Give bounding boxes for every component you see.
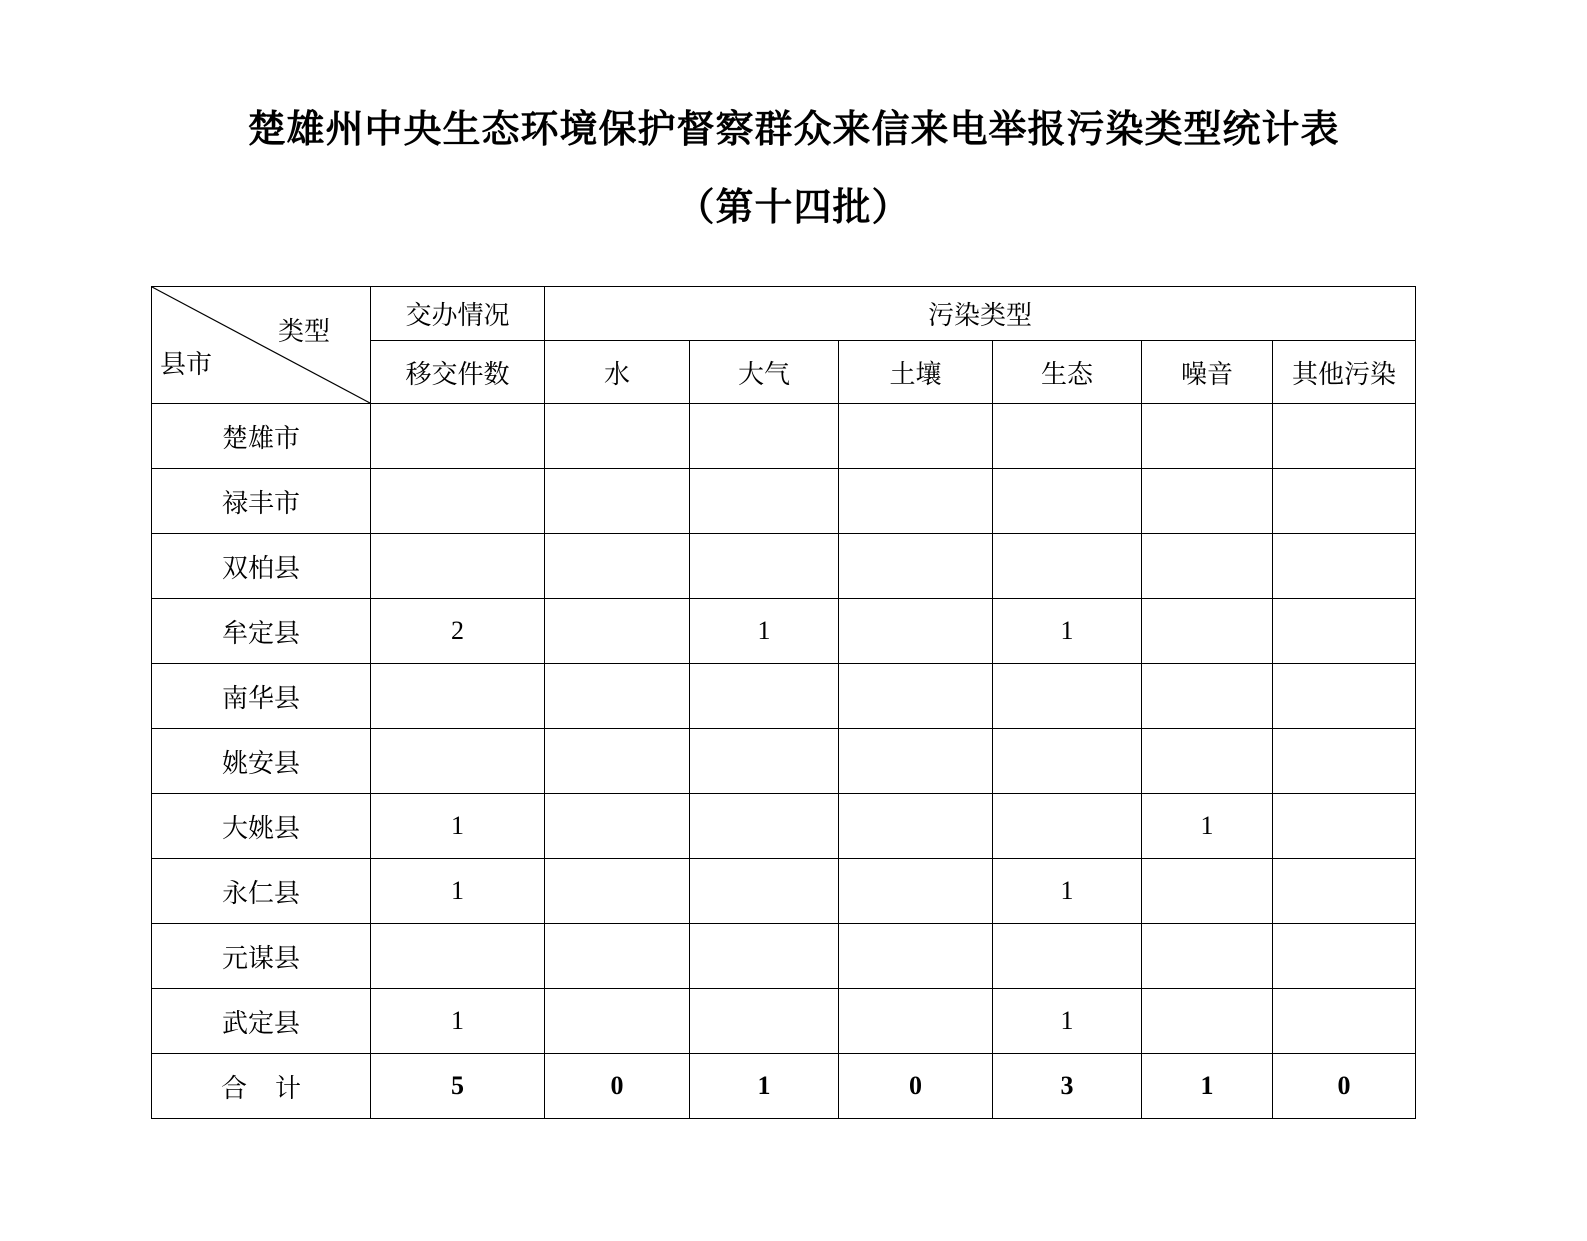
- value-cell: [993, 924, 1142, 989]
- value-cell: [690, 534, 839, 599]
- value-cell: [839, 989, 993, 1054]
- total-value-cell: 5: [371, 1054, 545, 1119]
- value-cell: [839, 794, 993, 859]
- value-cell: [545, 924, 690, 989]
- value-cell: [371, 469, 545, 534]
- value-cell: [690, 469, 839, 534]
- table-row: [152, 729, 1416, 794]
- value-cell: [1142, 599, 1273, 664]
- value-cell: [1273, 469, 1416, 534]
- table-row: [152, 534, 1416, 599]
- value-cell: [545, 794, 690, 859]
- county-cell: 楚雄市: [152, 404, 371, 469]
- value-cell: [1142, 859, 1273, 924]
- table-row: [152, 599, 1416, 664]
- value-cell: 1: [993, 989, 1142, 1054]
- value-cell: [690, 924, 839, 989]
- value-cell: [839, 599, 993, 664]
- value-cell: 1: [371, 859, 545, 924]
- value-cell: [690, 859, 839, 924]
- table-row: [152, 924, 1416, 989]
- col-header-soil: 土壤: [839, 341, 993, 404]
- value-cell: [371, 534, 545, 599]
- value-cell: [993, 404, 1142, 469]
- county-cell: 双柏县: [152, 534, 371, 599]
- col-header-noise: 噪音: [1142, 341, 1273, 404]
- col-header-air: 大气: [690, 341, 839, 404]
- value-cell: 1: [1142, 794, 1273, 859]
- value-cell: 1: [371, 794, 545, 859]
- col-header-water: 水: [545, 341, 690, 404]
- col-header-transferred: 移交件数: [371, 341, 545, 404]
- value-cell: [839, 404, 993, 469]
- value-cell: [545, 469, 690, 534]
- pollution-group-header: 污染类型: [545, 287, 1416, 341]
- value-cell: [371, 729, 545, 794]
- value-cell: [839, 534, 993, 599]
- table-row: [152, 794, 1416, 859]
- value-cell: [1142, 924, 1273, 989]
- value-cell: [1273, 404, 1416, 469]
- value-cell: [690, 794, 839, 859]
- document-subtitle: （第十四批）: [676, 185, 911, 229]
- value-cell: [839, 664, 993, 729]
- county-cell: 大姚县: [152, 794, 371, 859]
- county-cell: 永仁县: [152, 859, 371, 924]
- value-cell: [1142, 469, 1273, 534]
- value-cell: [545, 859, 690, 924]
- value-cell: [993, 534, 1142, 599]
- value-cell: [545, 534, 690, 599]
- value-cell: [1142, 534, 1273, 599]
- value-cell: [1142, 989, 1273, 1054]
- value-cell: [1273, 794, 1416, 859]
- total-row: [152, 1054, 1416, 1119]
- value-cell: [993, 664, 1142, 729]
- total-value-cell: 3: [993, 1054, 1142, 1119]
- value-cell: [839, 859, 993, 924]
- total-value-cell: 1: [1142, 1054, 1273, 1119]
- value-cell: 1: [993, 599, 1142, 664]
- value-cell: [545, 404, 690, 469]
- document-title: 楚雄州中央生态环境保护督察群众来信来电举报污染类型统计表: [247, 107, 1340, 151]
- value-cell: [545, 989, 690, 1054]
- county-cell: 姚安县: [152, 729, 371, 794]
- corner-type-label: 类型: [277, 317, 330, 347]
- value-cell: 2: [371, 599, 545, 664]
- total-value-cell: 0: [1273, 1054, 1416, 1119]
- value-cell: [1273, 729, 1416, 794]
- county-cell: 牟定县: [152, 599, 371, 664]
- table-row: [152, 469, 1416, 534]
- value-cell: [545, 599, 690, 664]
- total-label: 合计: [220, 1073, 329, 1104]
- header-row-1: [152, 287, 1416, 341]
- value-cell: [690, 729, 839, 794]
- value-cell: [1142, 729, 1273, 794]
- county-cell: 武定县: [152, 989, 371, 1054]
- value-cell: [371, 664, 545, 729]
- value-cell: [690, 664, 839, 729]
- value-cell: [993, 469, 1142, 534]
- county-cell: 禄丰市: [152, 469, 371, 534]
- value-cell: [690, 404, 839, 469]
- value-cell: [371, 404, 545, 469]
- value-cell: [1273, 599, 1416, 664]
- assignment-group-header: 交办情况: [371, 287, 545, 341]
- value-cell: [690, 989, 839, 1054]
- value-cell: 1: [371, 989, 545, 1054]
- table-row: [152, 859, 1416, 924]
- value-cell: [839, 729, 993, 794]
- total-value-cell: 0: [545, 1054, 690, 1119]
- col-header-other: 其他污染: [1273, 341, 1416, 404]
- value-cell: 1: [690, 599, 839, 664]
- total-label-cell: [152, 1054, 371, 1119]
- table-row: [152, 664, 1416, 729]
- corner-county-label: 县市: [160, 350, 213, 380]
- value-cell: [1273, 859, 1416, 924]
- value-cell: [839, 469, 993, 534]
- value-cell: [371, 924, 545, 989]
- col-header-ecology: 生态: [993, 341, 1142, 404]
- value-cell: [545, 664, 690, 729]
- value-cell: [1273, 664, 1416, 729]
- value-cell: [993, 794, 1142, 859]
- value-cell: [1273, 924, 1416, 989]
- table-row: [152, 989, 1416, 1054]
- corner-header-cell: [152, 287, 371, 404]
- total-value-cell: 0: [839, 1054, 993, 1119]
- value-cell: [1273, 989, 1416, 1054]
- county-cell: 南华县: [152, 664, 371, 729]
- table-row: [152, 404, 1416, 469]
- value-cell: [1142, 664, 1273, 729]
- value-cell: [993, 729, 1142, 794]
- county-cell: 元谋县: [152, 924, 371, 989]
- value-cell: [839, 924, 993, 989]
- value-cell: [545, 729, 690, 794]
- value-cell: 1: [993, 859, 1142, 924]
- value-cell: [1142, 404, 1273, 469]
- total-value-cell: 1: [690, 1054, 839, 1119]
- statistics-table: [151, 286, 1416, 1119]
- value-cell: [1273, 534, 1416, 599]
